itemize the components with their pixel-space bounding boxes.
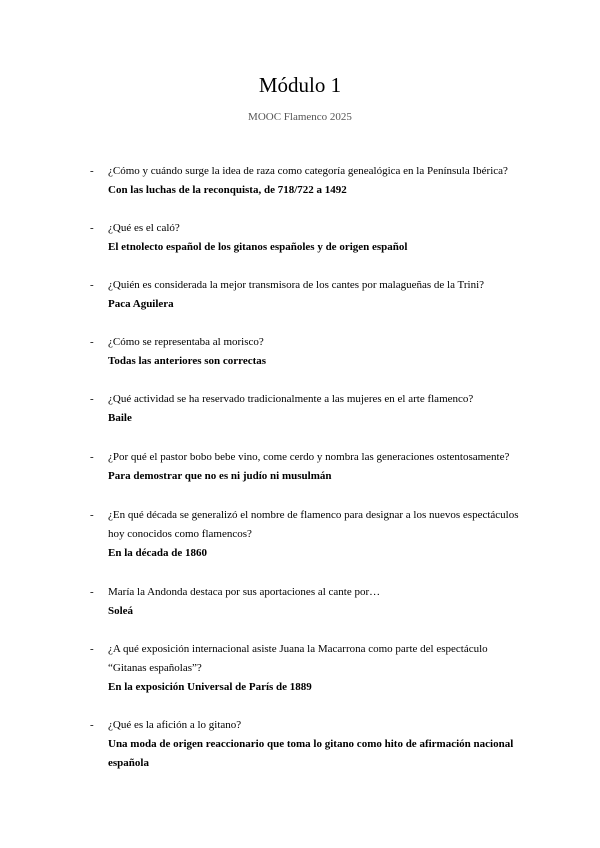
bullet-marker: - [90,165,94,177]
bullet-marker: - [90,719,94,731]
bullet-marker: - [90,509,94,521]
question-text: ¿Cómo y cuándo surge la idea de raza como categoría genealógica en la Península Ibérica? [108,165,508,177]
bullet-marker: - [90,643,94,655]
answer-text: Soleá [108,605,134,617]
answer-text: Baile [108,412,132,424]
bullet-marker: - [90,279,94,291]
question-text: María la Andonda destaca por sus aportaciones al cante por… [108,586,381,598]
answer-text: Con las luchas de la reconquista, de 718/722 a 1492 [108,184,347,196]
answer-text: En la exposición Universal de París de 1889 [108,681,312,693]
answer-text: En la década de 1860 [108,547,208,559]
question-text: ¿Qué es el caló? [108,222,180,234]
bullet-marker: - [90,451,94,463]
answer-text: Para demostrar que no es ni judío ni musulmán [108,470,332,482]
question-text: ¿A qué exposición internacional asiste Juana la Macarrona como parte del espectáculo “Gitanas españolas”? [108,643,488,674]
answer-text: Paca Aguilera [108,298,174,310]
bullet-marker: - [90,586,94,598]
bullet-marker: - [90,393,94,405]
bullet-marker: - [90,222,94,234]
question-text: ¿Cómo se representaba al morisco? [108,336,264,348]
answer-text: El etnolecto español de los gitanos españoles y de origen español [108,241,408,253]
answer-text: Una moda de origen reaccionario que toma lo gitano como hito de afirmación nacional española [108,738,514,769]
question-text: ¿Por qué el pastor bobo bebe vino, come cerdo y nombra las generaciones ostentosamente? [108,451,510,463]
answer-text: Todas las anteriores son correctas [108,355,267,367]
page-title: Módulo 1 [258,73,342,97]
question-text: ¿Qué es la afición a lo gitano? [108,719,242,731]
question-text: ¿Qué actividad se ha reservado tradicionalmente a las mujeres en el arte flamenco? [108,393,474,405]
bullet-marker: - [90,336,94,348]
page-subtitle: MOOC Flamenco 2025 [248,111,352,123]
question-text: ¿En qué década se generalizó el nombre de flamenco para designar a los nuevos espectáculos hoy conocidos como flamencos? [108,509,519,540]
question-text: ¿Quién es considerada la mejor transmisora de los cantes por malagueñas de la Trini? [108,279,485,291]
